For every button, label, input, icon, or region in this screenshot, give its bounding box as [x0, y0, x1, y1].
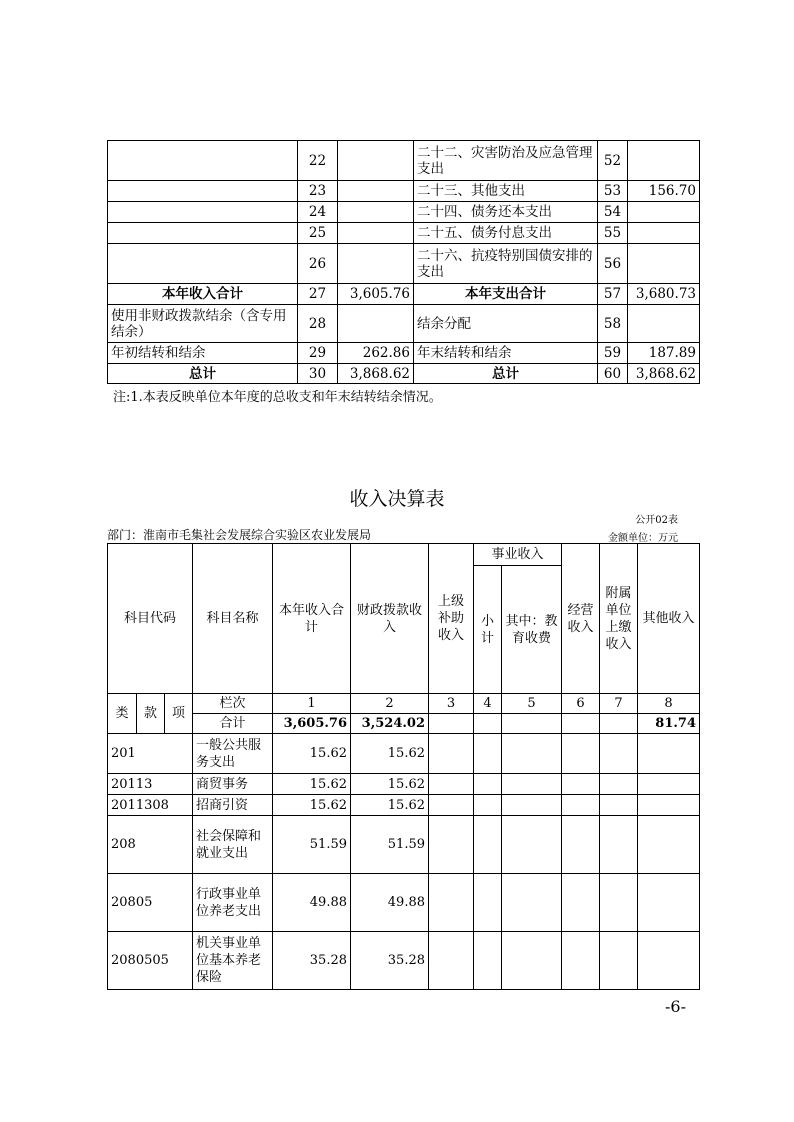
table-row: 总计 30 3,868.62 总计 60 3,868.62 [108, 364, 700, 384]
table-note: 注:1.本表反映单位本年度的总收支和年末结转结余情况。 [113, 390, 442, 405]
table-row: 2011308 招商引资 15.62 15.62 [108, 795, 700, 816]
totals-row: 合计 3,605.76 3,524.02 81.74 [108, 714, 700, 734]
fiscal-header: 财政拨款收入 [351, 544, 429, 694]
expense-total-label: 本年支出合计 [414, 284, 598, 305]
subtotal-header: 小计 [474, 566, 502, 694]
subject-name-header: 科目名称 [193, 544, 273, 694]
table-row: 23 二十三、其他支出 53 156.70 [108, 181, 700, 202]
summary-table [107, 140, 700, 384]
table-row: 20113 商贸事务 15.62 15.62 [108, 774, 700, 795]
other-income-header: 其他收入 [638, 544, 700, 694]
superior-header: 上级补助收入 [429, 544, 474, 694]
page-number: -6- [665, 997, 686, 1016]
table-row: 24 二十四、债务还本支出 54 [108, 202, 700, 223]
total-label: 合计 [193, 714, 273, 734]
column-label: 栏次 [193, 694, 273, 714]
column-number-row: 类 款 项 栏次 1 2 3 4 5 6 7 8 [108, 694, 700, 714]
page-title: 收入决算表 [349, 488, 445, 510]
table-row: 本年收入合计 27 3,605.76 本年支出合计 57 3,680.73 [108, 284, 700, 305]
kuan-header: 款 [137, 694, 165, 734]
table-row: 208 社会保障和就业支出 51.59 51.59 [108, 816, 700, 874]
department-label: 部门：淮南市毛集社会发展综合实验区农业发展局 [107, 528, 372, 542]
table-row: 使用非财政拨款结余（含专用结余） 28 结余分配 58 [108, 305, 700, 343]
table-row: 26 二十六、抗疫特别国债安排的支出 56 [108, 244, 700, 284]
grand-total-label: 总计 [414, 364, 598, 384]
business-income-header: 事业收入 [474, 544, 562, 566]
lei-header: 类 [108, 694, 137, 734]
xiang-header: 项 [165, 694, 193, 734]
affiliated-header: 附属单位上缴收入 [600, 544, 638, 694]
grand-total-label: 总计 [108, 364, 298, 384]
subject-code-header: 科目代码 [108, 544, 193, 694]
table-row: 25 二十五、债务付息支出 55 [108, 223, 700, 244]
education-fee-header: 其中：教育收费 [502, 566, 562, 694]
total-income-header: 本年收入合计 [273, 544, 351, 694]
operating-header: 经营收入 [562, 544, 600, 694]
table-row: 20805 行政事业单位养老支出 49.88 49.88 [108, 874, 700, 932]
table-row: 201 一般公共服务支出 15.62 15.62 [108, 734, 700, 774]
table-row: 22 二十二、灾害防治及应急管理支出 52 [108, 141, 700, 181]
table-row: 2080505 机关事业单位基本养老保险 35.28 35.28 [108, 932, 700, 990]
header-row [108, 544, 700, 566]
income-table [107, 543, 700, 990]
amount-unit-label: 金额单位：万元 [608, 533, 678, 544]
table-row: 年初结转和结余 29 262.86 年末结转和结余 59 187.89 [108, 343, 700, 364]
public-table-number: 公开02表 [635, 515, 678, 526]
income-total-label: 本年收入合计 [108, 284, 298, 305]
